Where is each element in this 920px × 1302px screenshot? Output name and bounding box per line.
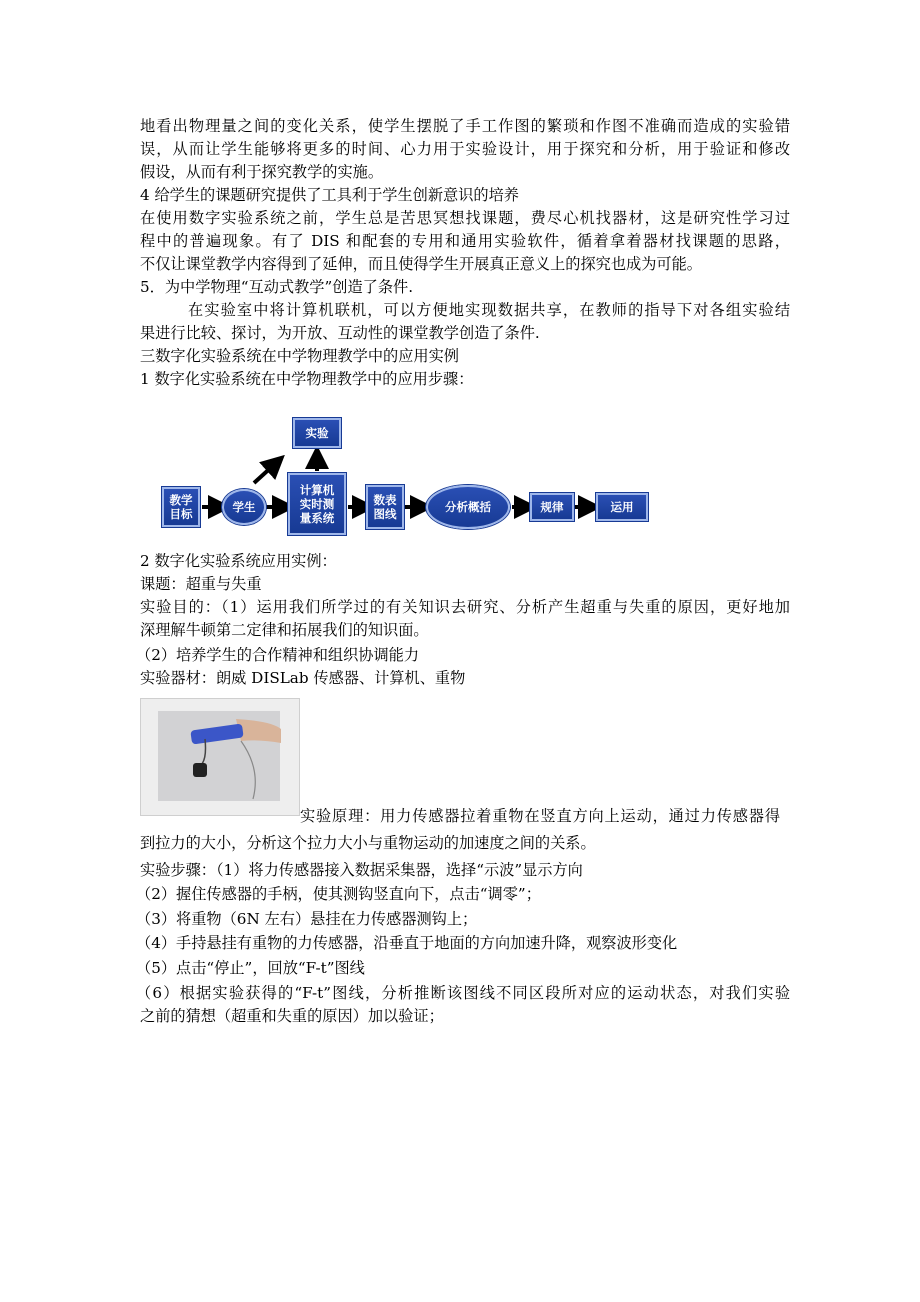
- step-line: 之前的猜想（超重和失重的原因）加以验证；: [140, 1007, 444, 1025]
- paragraph-line: 在实验室中将计算机联机，可以方便地实现数据共享，在教师的指导下对各组实验结: [188, 301, 790, 319]
- step-line: （3）将重物（6N 左右）悬挂在力传感器测钩上；: [136, 910, 478, 928]
- step-line: （5）点击“停止”，回放“F-t”图线: [136, 959, 365, 977]
- paragraph-line: （2）培养学生的合作精神和组织协调能力: [136, 646, 420, 664]
- step-line: （6）根据实验获得的“F-t”图线，分析推断该图线不同区段所对应的运动状态，对我们实验: [136, 984, 790, 1002]
- topic-line: 课题：超重与失重: [140, 575, 262, 593]
- flow-box-experiment: 实验: [293, 418, 341, 448]
- step-line: （2）握住传感器的手柄，使其测钩竖直向下，点击“调零”；: [136, 885, 541, 903]
- flow-box-apply: 运用: [596, 493, 648, 521]
- flow-box-goal: 教学 目标: [162, 487, 200, 527]
- flow-box-data: 数表 图线: [366, 485, 404, 529]
- arrow-icon: [254, 463, 276, 483]
- paragraph-line: 实验器材：朗威 DISLab 传感器、计算机、重物: [140, 669, 466, 687]
- paragraph-line: 实验目的：（1）运用我们所学过的有关知识去研究、分析产生超重与失重的原因，更好地加: [140, 598, 790, 616]
- paragraph-line: 不仅让课堂教学内容得到了延伸，而且使得学生开展真正意义上的探究也成为可能。: [140, 255, 702, 273]
- flow-box-computer: 计算机 实时测 量系统: [288, 473, 346, 535]
- paragraph-line: 误，从而让学生能够将更多的时间、心力用于实验设计，用于探究和分析，用于验证和修改: [140, 140, 790, 158]
- step-line: 实验步骤：（1）将力传感器接入数据采集器，选择“示波”显示方向: [140, 861, 583, 879]
- paragraph-line: 地看出物理量之间的变化关系，使学生摆脱了手工作图的繁琐和作图不准确而造成的实验错: [140, 117, 790, 135]
- photo-illustration: [141, 699, 299, 815]
- section-heading: 5．为中学物理“互动式教学”创造了条件.: [140, 278, 414, 296]
- paragraph-line: 果进行比较、探讨，为开放、互动性的课堂教学创造了条件.: [140, 324, 540, 342]
- paragraph-line: 到拉力的大小，分析这个拉力大小与重物运动的加速度之间的关系。: [140, 834, 596, 852]
- paragraph-line: 假设，从而有利于探究教学的实施。: [140, 163, 383, 181]
- paragraph-line: 程中的普遍现象。有了 DIS 和配套的专用和通用实验软件，循着拿着器材找课题的思路，: [140, 232, 790, 250]
- step-line: （4）手持悬挂有重物的力传感器，沿垂直于地面的方向加速升降，观察波形变化: [136, 934, 678, 952]
- weight-shape: [193, 763, 207, 777]
- section-heading: 4 给学生的课题研究提供了工具利于学生创新意识的培养: [140, 186, 519, 204]
- flow-oval-analysis: 分析概括: [426, 485, 510, 529]
- experiment-photo: [140, 698, 300, 816]
- paragraph-line: 实验原理：用力传感器拉着重物在竖直方向上运动，通过力传感器得: [300, 807, 780, 825]
- paragraph-line: 在使用数字实验系统之前，学生总是苦思冥想找课题，费尽心机找器材，这是研究性学习过: [140, 209, 790, 227]
- section-heading: 1 数字化实验系统在中学物理教学中的应用步骤：: [140, 370, 474, 388]
- flow-oval-student: 学生: [222, 489, 266, 525]
- section-heading: 2 数字化实验系统应用实例：: [140, 552, 337, 570]
- flow-box-law: 规律: [530, 493, 574, 521]
- paragraph-line: 深理解牛顿第二定律和拓展我们的知识面。: [140, 621, 429, 639]
- section-heading: 三数字化实验系统在中学物理教学中的应用实例: [140, 347, 459, 365]
- flowchart: [160, 415, 660, 537]
